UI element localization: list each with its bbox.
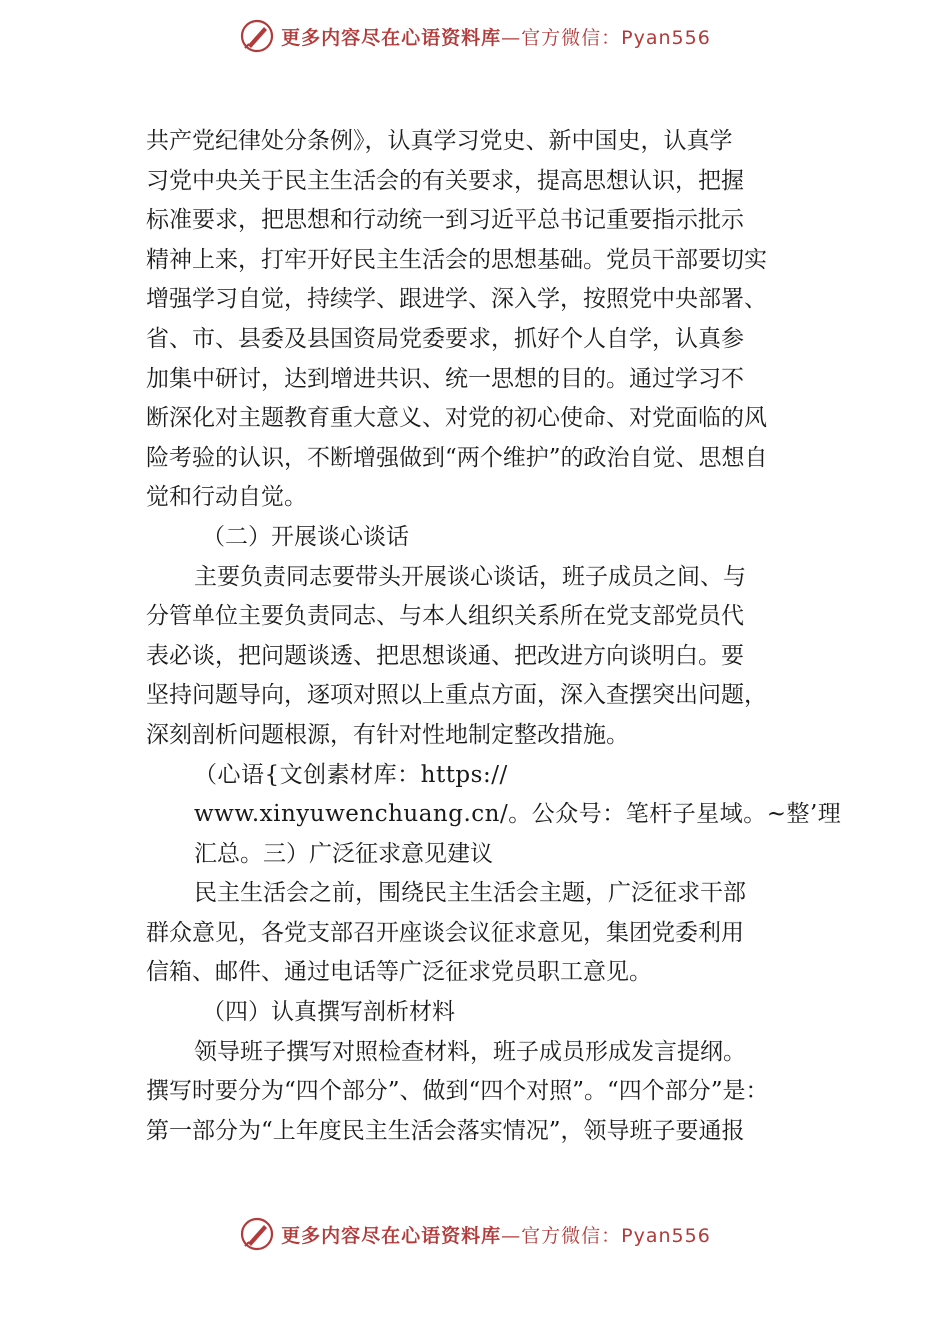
- banner-separator: —: [501, 1224, 522, 1247]
- paragraph-line: 撰写时要分为“四个部分”、做到“四个对照”。“四个部分”是：: [146, 1078, 769, 1105]
- paragraph-line: 信箱、邮件、通过电话等广泛征求党员职工意见。: [146, 959, 652, 986]
- source-note-line: www.xinyuwenchuang.cn/。公众号：笔杆子星域。~整’理: [194, 801, 842, 828]
- banner-wechat: 官方微信：Pyan556: [521, 1224, 711, 1247]
- paragraph-line: 深刻剖析问题根源，有针对性地制定整改措施。: [146, 721, 629, 748]
- paragraph-line: 险考验的认识，不断增强做到“两个维护”的政治自觉、思想自: [146, 444, 768, 471]
- paragraph-line: 领导班子撰写对照检查材料，班子成员形成发言提纲。: [194, 1038, 746, 1065]
- paragraph-line: 标准要求，把思想和行动统一到习近平总书记重要指示批示: [146, 207, 744, 234]
- banner-brand: 更多内容尽在心语资料库: [281, 26, 502, 49]
- section-heading: 汇总。三）广泛征求意见建议: [194, 840, 493, 867]
- banner-separator: —: [501, 26, 522, 49]
- section-heading: （四）认真撰写剖析材料: [202, 999, 455, 1026]
- paragraph-line: 共产党纪律处分条例》，认真学习党史、新中国史，认真学: [146, 128, 733, 154]
- banner-brand: 更多内容尽在心语资料库: [281, 1224, 502, 1247]
- paragraph-line: 表必谈，把问题谈透、把思想谈通、把改进方向谈明白。要: [146, 642, 744, 669]
- paragraph-line: 习党中央关于民主生活会的有关要求，提高思想认识，把握: [146, 167, 744, 194]
- paragraph-line: 觉和行动自觉。: [146, 484, 307, 511]
- paragraph-line: 加集中研讨，达到增进共识、统一思想的目的。通过学习不: [146, 365, 744, 392]
- footer-banner: [0, 1212, 950, 1256]
- paragraph-line: 分管单位主要负责同志、与本人组织关系所在党支部党员代: [146, 603, 744, 630]
- section-heading: （二）开展谈心谈话: [202, 523, 409, 550]
- banner-wechat: 官方微信：Pyan556: [521, 26, 711, 49]
- paragraph-line: 断深化对主题教育重大意义、对党的初心使命、对党面临的风: [146, 405, 767, 432]
- paragraph-line: 群众意见，各党支部召开座谈会议征求意见，集团党委利用: [146, 919, 744, 946]
- paragraph-line: 民主生活会之前，围绕民主生活会主题，广泛征求干部: [194, 880, 746, 907]
- paragraph-line: 精神上来，打牢开好民主生活会的思想基础。党员干部要切实: [146, 246, 767, 273]
- pen-logo-icon: [239, 1216, 275, 1252]
- paragraph-line: 增强学习自觉，持续学、跟进学、深入学，按照党中央部署、: [146, 286, 767, 313]
- header-banner: [0, 14, 950, 58]
- paragraph-line: 第一部分为“上年度民主生活会落实情况”，领导班子要通报: [146, 1117, 745, 1144]
- paragraph-line: 省、市、县委及县国资局党委要求，抓好个人自学，认真参: [146, 325, 744, 352]
- document-body: [146, 122, 842, 1151]
- paragraph-line: 主要负责同志要带头开展谈心谈话，班子成员之间、与: [194, 563, 746, 590]
- paragraph-line: 坚持问题导向，逐项对照以上重点方面，深入查摆突出问题，: [146, 682, 767, 709]
- source-note-line: （心语{文创素材库：https://: [194, 761, 508, 788]
- pen-logo-icon: [239, 18, 275, 54]
